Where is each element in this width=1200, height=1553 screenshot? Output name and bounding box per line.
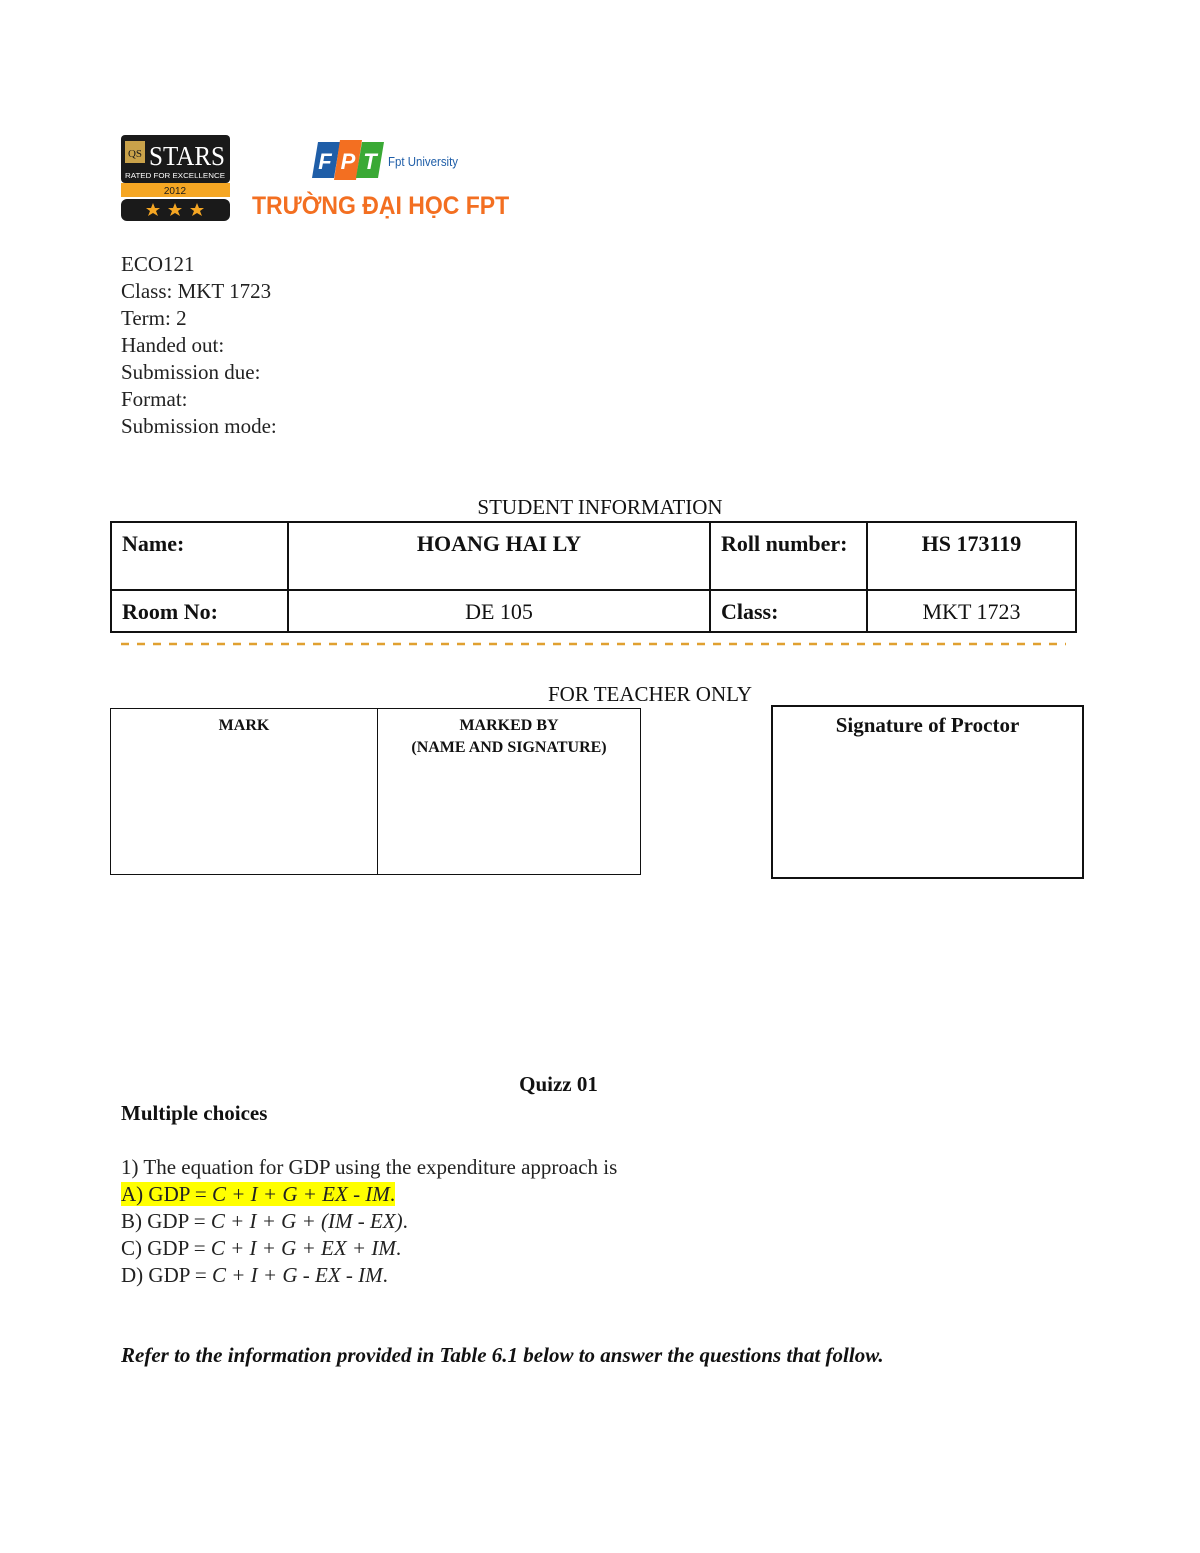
stars-badge-text: QS (127, 148, 143, 160)
stars-logo (121, 135, 230, 221)
teacher-only-title: FOR TEACHER ONLY (547, 682, 753, 706)
quiz-title: Quizz 01 (519, 1072, 598, 1096)
decorative-divider (121, 640, 1066, 648)
fpt-letter-p: P (340, 149, 356, 174)
option-prefix: D) GDP = (121, 1263, 212, 1287)
marked-by-cell (378, 709, 641, 875)
submission-due-line: Submission due: (121, 360, 261, 384)
option-suffix: . (402, 1209, 408, 1233)
option-expression: C + I + G + EX - IM (211, 1182, 390, 1206)
option-expression: C + I + G + (IM - EX) (210, 1209, 403, 1233)
question-text: 1) The equation for GDP using the expenditure approach is (121, 1155, 618, 1179)
marked-by-sub: (NAME AND SIGNATURE) (411, 739, 607, 756)
room-label: Room No: (111, 590, 288, 632)
fpt-logo (312, 138, 462, 186)
refer-instruction: Refer to the information provided in Table 6.1 below to answer the questions that follow. (121, 1343, 884, 1367)
stars-title-text: STARS (149, 141, 225, 171)
option-suffix: . (395, 1236, 402, 1260)
option-expression: C + I + G + EX + IM (210, 1236, 396, 1260)
mark-label: MARK (218, 717, 270, 734)
submission-mode-line: Submission mode: (121, 414, 277, 438)
teacher-table (110, 708, 641, 875)
section-heading: Multiple choices (121, 1101, 268, 1125)
stars-subtitle-text: RATED FOR EXCELLENCE (125, 173, 226, 180)
option-prefix: C) GDP = (121, 1236, 211, 1260)
option-suffix: . (382, 1263, 388, 1287)
table-row (111, 709, 641, 875)
class-value: MKT 1723 (867, 590, 1076, 632)
course-code: ECO121 (121, 252, 195, 276)
format-line: Format: (121, 387, 188, 411)
class-label: Class: (710, 590, 867, 632)
name-label: Name: (111, 522, 288, 590)
question-1 (121, 1154, 617, 1289)
student-info-table (110, 521, 1077, 633)
school-name: TRƯỜNG ĐẠI HỌC FPT (252, 192, 510, 220)
option-prefix: A) GDP = (121, 1182, 212, 1206)
option-d (121, 1262, 617, 1289)
marked-by-label: MARKED BY (459, 717, 559, 734)
option-suffix: . (389, 1182, 396, 1206)
proctor-label: Signature of Proctor (835, 713, 1020, 737)
mark-cell (111, 709, 378, 875)
student-info-title: STUDENT INFORMATION (477, 495, 723, 519)
option-expression: C + I + G - EX - IM (211, 1263, 383, 1287)
fpt-letter-t: T (363, 149, 377, 174)
term-line: Term: 2 (121, 306, 187, 330)
handed-out-line: Handed out: (121, 333, 225, 357)
option-b (121, 1208, 617, 1235)
proctor-signature-box (771, 705, 1084, 879)
highlighted-answer (121, 1182, 395, 1206)
fpt-tagline: Fpt University (388, 154, 459, 169)
fpt-letter-f: F (318, 149, 332, 174)
roll-value: HS 173119 (867, 522, 1076, 590)
name-value: HOANG HAI LY (288, 522, 710, 590)
table-row (111, 522, 1076, 590)
document-header (121, 251, 277, 440)
option-c (121, 1235, 617, 1262)
stars-year-text: 2012 (163, 186, 187, 197)
room-value: DE 105 (288, 590, 710, 632)
table-row (111, 590, 1076, 632)
option-prefix: B) GDP = (121, 1209, 211, 1233)
option-a (121, 1181, 617, 1208)
class-line: Class: MKT 1723 (121, 279, 272, 303)
roll-label: Roll number: (710, 522, 867, 590)
